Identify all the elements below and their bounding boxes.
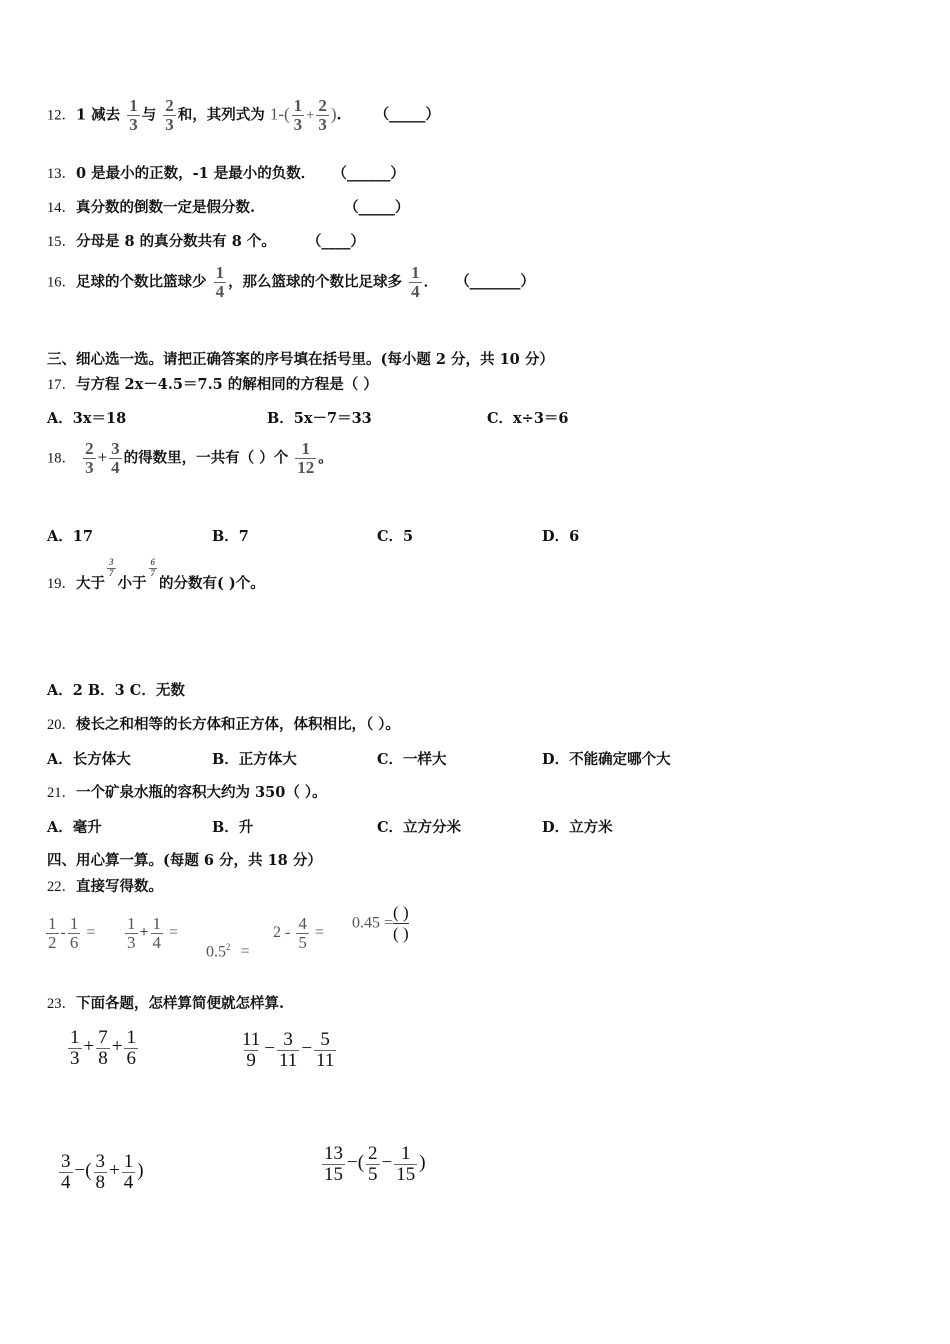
answer-blank[interactable]: （_____）	[344, 199, 410, 216]
option-c[interactable]: C．立方分米	[377, 819, 462, 836]
answer-blank[interactable]: （_______）	[455, 273, 535, 291]
fraction: $\frac{6}{7}$	[150, 557, 155, 578]
options-row[interactable]: A．2 B．3 C．无数	[47, 682, 185, 699]
option-a[interactable]: A．17	[47, 528, 93, 545]
question-22: 22．直接写得数。	[47, 878, 163, 895]
option-a[interactable]: A．3x＝18	[47, 410, 127, 427]
question-13: 13．0 是最小的正数，-1 是最小的负数． （______）	[47, 165, 405, 182]
fraction: $\frac{1}{4}$	[411, 263, 420, 301]
option-b[interactable]: B．5x－7＝33	[267, 410, 372, 427]
fraction: $\frac{3}{4}$	[111, 439, 120, 477]
answer-blank[interactable]: （_____）	[374, 106, 440, 124]
section-4-heading: 四、用心算一算。(每题 6 分，共 18 分）	[47, 852, 322, 869]
fraction: $\frac{1}{12}$	[297, 439, 315, 477]
fraction: $\frac{2}{3}$	[165, 96, 174, 134]
section-3-heading: 三、细心选一选。请把正确答案的序号填在括号里。(每小题 2 分，共 10 分）	[47, 351, 554, 368]
fraction: $\frac{1}{3}$	[129, 96, 138, 134]
answer-blank[interactable]: （____）	[306, 233, 365, 250]
expression-2: $\frac{1}{3}$ + $\frac{1}{4}$ =	[127, 914, 179, 952]
option-b[interactable]: B．正方体大	[212, 751, 297, 768]
question-21: 21．一个矿泉水瓶的容积大约为 350（ ）。	[47, 784, 327, 801]
option-a[interactable]: A．毫升	[47, 819, 102, 836]
option-d[interactable]: D．不能确定哪个大	[542, 751, 671, 768]
question-15: 15．分母是 8 的真分数共有 8 个。 （____）	[47, 233, 365, 250]
expression-1: $\frac{1}{3}$ + $\frac{7}{8}$ + $\frac{1}{6}$	[70, 1027, 136, 1069]
expression-3: $\frac{3}{4}$ −( $\frac{3}{8}$ + $\frac{1}{4}$ )	[61, 1151, 144, 1193]
fraction: $\frac{1}{4}$	[215, 263, 225, 301]
expression-2: $\frac{11}{9}$ − $\frac{3}{11}$ − $\frac{5}{11}$	[242, 1029, 335, 1071]
expression-5: 0.45 = $\frac{( )}{( )}$	[352, 903, 409, 943]
option-c[interactable]: C．x÷3＝6	[487, 410, 569, 427]
question-18: 18． $\frac{2}{3}$ + $\frac{3}{4}$ 的得数里，一共有（ ）个 $\frac{1}{12}$ 。	[47, 439, 333, 477]
question-14: 14．真分数的倒数一定是假分数. （_____）	[47, 199, 410, 216]
expression-1: $\frac{1}{2}$ - $\frac{1}{6}$ =	[48, 914, 96, 952]
option-b[interactable]: B．升	[212, 819, 254, 836]
expression-4: 2 - $\frac{4}{5}$ =	[273, 914, 324, 952]
fraction: $\frac{1}{3}$	[293, 96, 303, 134]
option-d[interactable]: D．立方米	[542, 819, 613, 836]
fraction: $\frac{2}{3}$	[318, 96, 327, 134]
option-d[interactable]: D．6	[542, 528, 580, 545]
question-17: 17．与方程 2x－4.5＝7.5 的解相同的方程是（ ）	[47, 376, 378, 393]
question-23: 23．下面各题，怎样算简便就怎样算.	[47, 995, 285, 1012]
fraction: $\frac{3}{7}$	[109, 557, 114, 578]
option-c[interactable]: C．5	[377, 528, 414, 545]
option-a[interactable]: A．长方体大	[47, 751, 131, 768]
option-c[interactable]: C．一样大	[377, 751, 447, 768]
question-19: 19．大于 $\frac{3}{7}$ 小于 $\frac{6}{7}$ 的分数有( )个。	[47, 557, 265, 592]
option-b[interactable]: B．7	[212, 528, 249, 545]
question-12: 12．1 减去 $\frac{1}{3}$ 与 $\frac{2}{3}$ 和，其列式为 1-( $\frac{1}{3}$ + $\frac{2}{3}$ ). （_____）	[47, 96, 440, 134]
fraction: $\frac{2}{3}$	[85, 439, 94, 477]
question-16: 16．足球的个数比篮球少 $\frac{1}{4}$ ，那么篮球的个数比足球多 $\frac{1}{4}$ ． （_______）	[47, 263, 535, 301]
question-20: 20．棱长之和相等的长方体和正方体，体积相比，（ ）。	[47, 716, 401, 733]
expression-3: $0.5^2$ =	[206, 942, 250, 961]
expression-4: $\frac{13}{15}$ −( $\frac{2}{5}$ − $\frac{1}{15}$ )	[324, 1143, 426, 1185]
answer-blank[interactable]: （______）	[332, 165, 405, 182]
